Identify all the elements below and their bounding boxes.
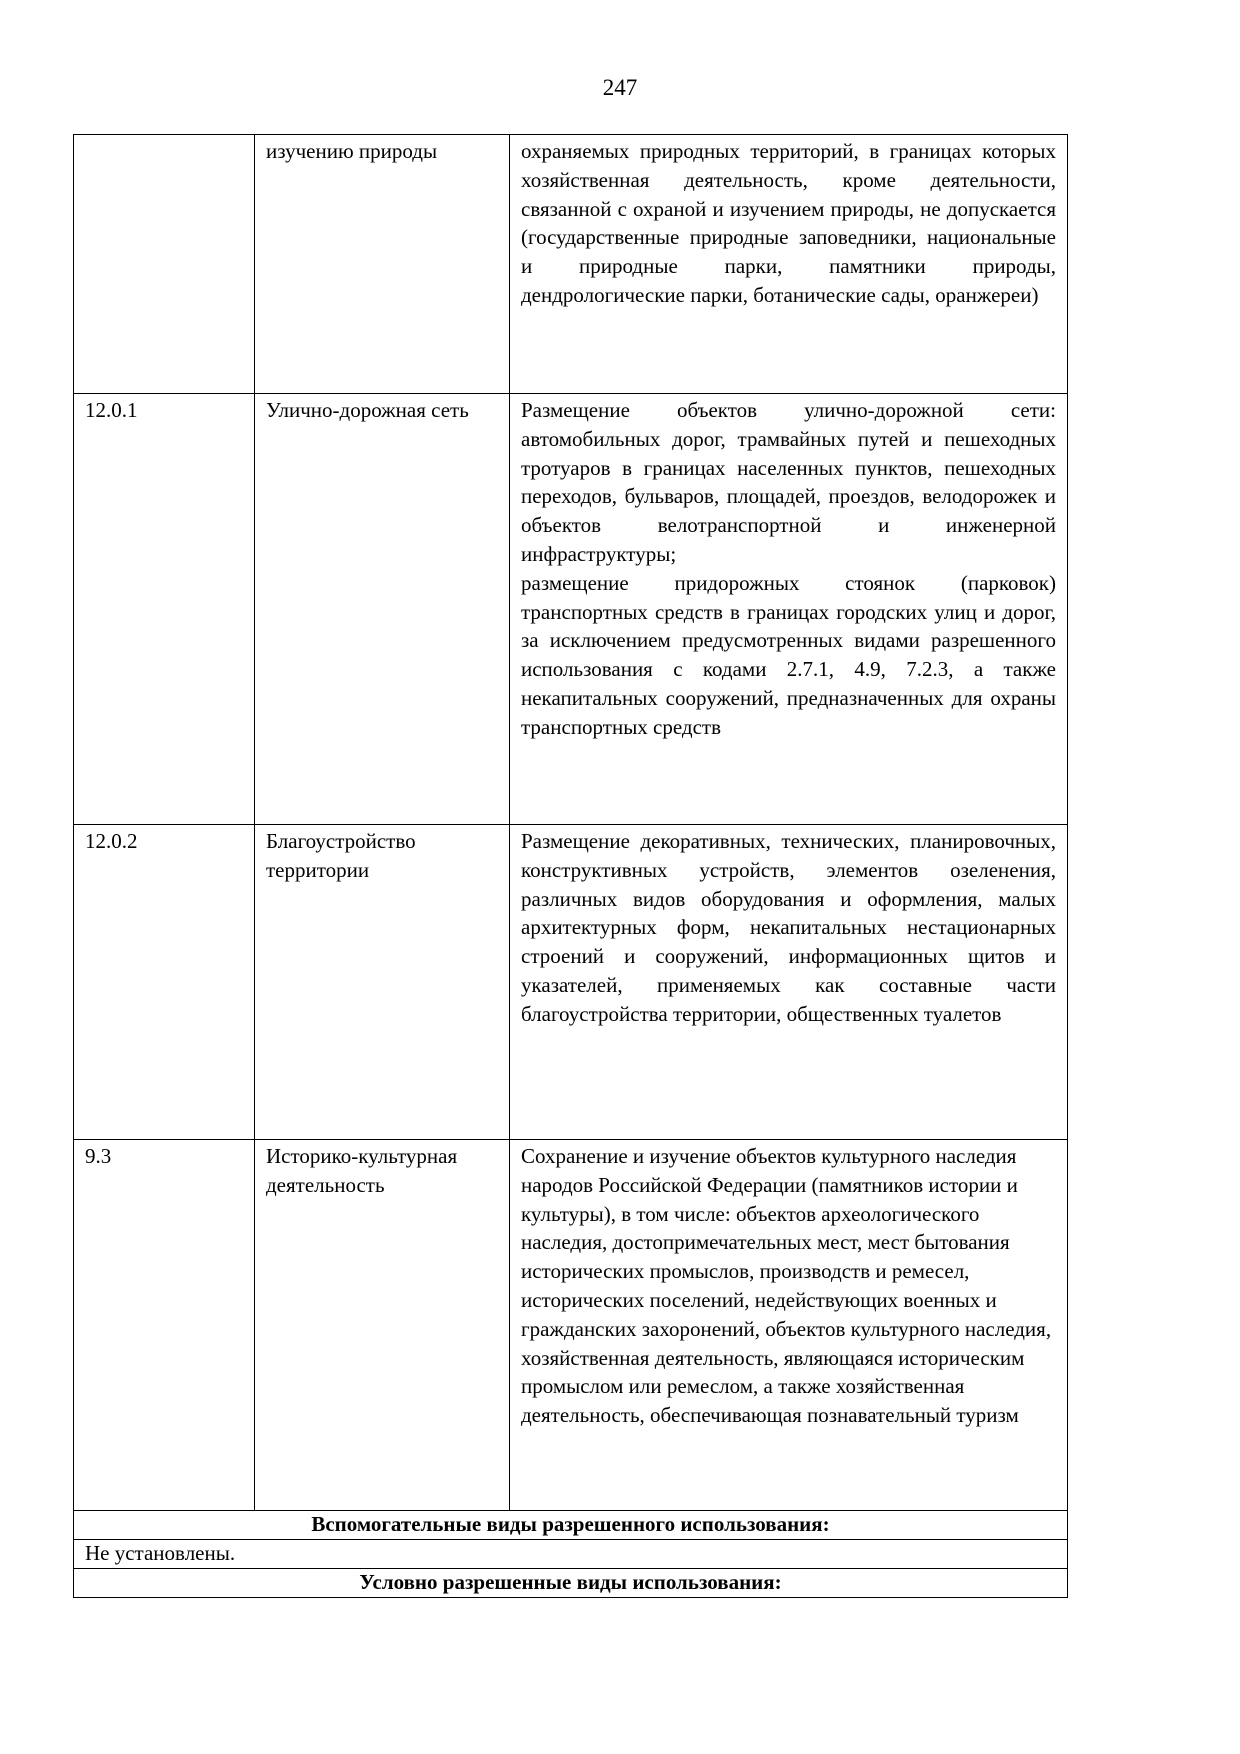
- row-description-cell: [510, 394, 1068, 825]
- auxiliary-value: Не установлены.: [74, 1540, 1068, 1569]
- row-code-cell: 9.3: [74, 1140, 255, 1511]
- table-row: [74, 135, 1068, 394]
- auxiliary-value-row: [74, 1540, 1068, 1569]
- row-description-cell: [510, 135, 1068, 394]
- row-name-cell: изучению природы: [255, 135, 510, 394]
- row-code-cell: 12.0.2: [74, 825, 255, 1140]
- row-name-cell: Благоустройство территории: [255, 825, 510, 1140]
- row-code-cell: 12.0.1: [74, 394, 255, 825]
- row-name-cell: Историко-культурная деятельность: [255, 1140, 510, 1511]
- auxiliary-heading: Вспомогательные виды разрешенного использования:: [74, 1511, 1068, 1540]
- auxiliary-heading-row: [74, 1511, 1068, 1540]
- table-row: [74, 825, 1068, 1140]
- land-use-table: [73, 134, 1068, 1598]
- row-description-text: охраняемых природных территорий, в границах которых хозяйственная деятельность, кроме деятельности, связанной с охраной и изучением природы, не допускается (государственные природные заповедники, национальные и природные парки, памятники природы, дендрологические парки, ботанические сады, оранжереи): [521, 139, 1056, 307]
- row-description-text: Сохранение и изучение объектов культурного наследия народов Российской Федерации (памятников истории и культуры), в том числе: объектов археологического наследия, достопримечательных мест, мест бытования исторических промыслов, производств и ремесел, исторических поселений, недействующих военных и гражданских захоронений, объектов культурного наследия, хозяйственная деятельность, являющаяся историческим промыслом или ремеслом, а также хозяйственная деятельность, обеспечивающая познавательный туризм: [521, 1144, 1052, 1428]
- row-description-text: Размещение декоративных, технических, планировочных, конструктивных устройств, элементов озеленения, различных видов оборудования и оформления, малых архитектурных форм, некапитальных нестационарных строений и сооружений, информационных щитов и указателей, применяемых как составные части благоустройства территории, общественных туалетов: [521, 829, 1056, 1026]
- row-code-cell: [74, 135, 255, 394]
- conditional-heading-row: [74, 1569, 1068, 1598]
- page-number: 247: [602, 75, 638, 100]
- row-description-cell: [510, 1140, 1068, 1511]
- table-row: [74, 1140, 1068, 1511]
- conditional-heading: Условно разрешенные виды использования:: [74, 1569, 1068, 1598]
- table-row: [74, 394, 1068, 825]
- row-description-text: Размещение объектов улично-дорожной сети: автомобильных дорог, трамвайных путей и пешеходных тротуаров в границах населенных пунктов, пешеходных переходов, бульваров, площадей, проездов, велодорожек и объектов велотранспортной и инженерной инфраструктуры; размещение придорожных стоянок (парковок) транспортных средств в границах городских улиц и дорог, за исключением предусмотренных видами разрешенного использования с кодами 2.7.1, 4.9, 7.2.3, а также некапитальных сооружений, предназначенных для охраны транспортных средств: [521, 398, 1056, 739]
- row-description-cell: [510, 825, 1068, 1140]
- row-name-cell: Улично-дорожная сеть: [255, 394, 510, 825]
